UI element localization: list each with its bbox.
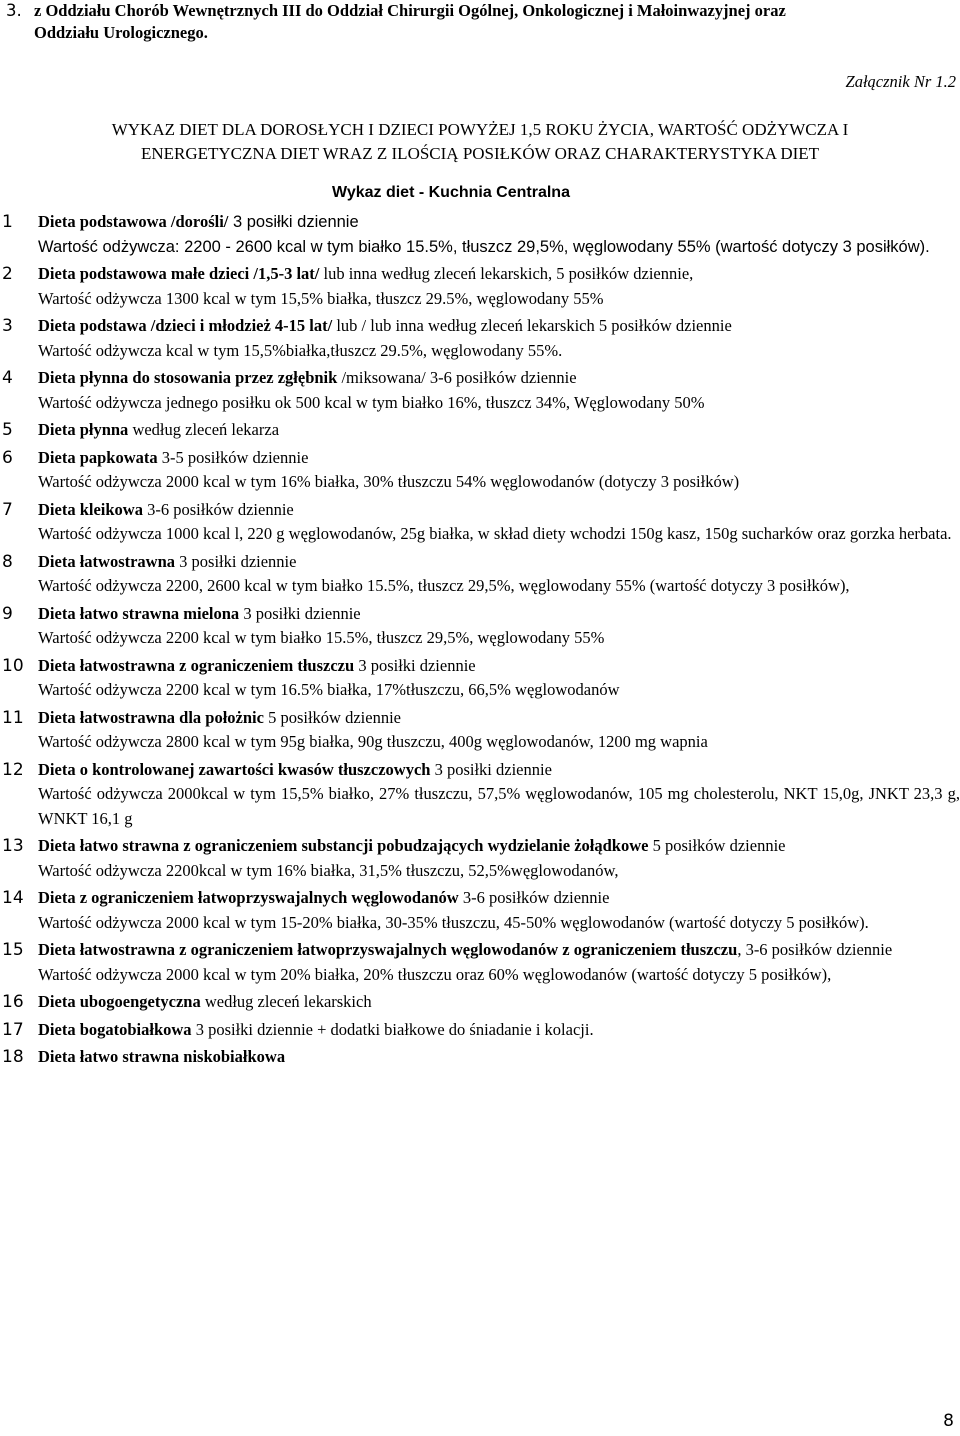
title-line1: WYKAZ DIET DLA DOROSŁYCH I DZIECI POWYŻEJ 1,5 ROKU ŻYCIA, WARTOŚĆ ODŻYWCZA I [111, 120, 849, 139]
diet-nutrition: Wartość odżywcza 2800 kcal w tym 95g białka, 90g tłuszczu, 400g węglowodanów, 1200 mg wapnia [38, 732, 708, 751]
document-title [0, 118, 960, 166]
diet-item [0, 654, 960, 703]
diet-item [0, 938, 960, 987]
diet-nutrition: Wartość odżywcza: 2200 - 2600 kcal w tym białko 15.5%, tłuszcz 29,5%, węglowodany 55% (wartość dotyczy 3 posiłków). [38, 237, 930, 256]
diet-heading [38, 366, 960, 391]
diet-heading [38, 886, 960, 911]
diet-number: 2 [2, 264, 13, 284]
diet-frequency: 3 posiłki dziennie + dodatki białkowe do śniadanie i kolacji. [191, 1019, 594, 1039]
diet-heading [38, 990, 960, 1015]
diet-item [0, 262, 960, 311]
diet-nutrition: Wartość odżywcza 2200kcal w tym 16% białka, 31,5% tłuszczu, 52,5%węglowodanów, [38, 860, 619, 880]
diet-nutrition: Wartość odżywcza 2200, 2600 kcal w tym białko 15.5%, tłuszcz 29,5%, węglowodany 55% (wartość dotyczy 3 posiłków), [38, 576, 850, 595]
diet-number: 8 [2, 551, 13, 572]
diet-name: Dieta łatwo strawna z ograniczeniem substancji pobudzających wydzielanie żołądkowe [38, 836, 649, 855]
diet-number: 13 [2, 836, 24, 856]
diet-name: Dieta podstawowa /dorośli/ [38, 212, 229, 231]
diet-item [0, 886, 960, 935]
diet-item [0, 210, 960, 259]
diet-frequency: 5 posiłków dziennie [263, 707, 401, 727]
diet-number: 7 [2, 499, 13, 520]
diet-heading [38, 418, 960, 443]
diet-heading [38, 498, 960, 523]
diet-frequency: 3-6 posiłków dziennie [458, 888, 610, 907]
subtitle: Wykaz diet - Kuchnia Centralna [332, 184, 570, 201]
diet-frequency: 3-5 posiłków dziennie [157, 447, 309, 467]
diet-name: Dieta o kontrolowanej zawartości kwasów tłuszczowych [38, 759, 431, 779]
diet-number: 5 [2, 420, 13, 440]
diet-nutrition: Wartość odżywcza 2200 kcal w tym 16.5% białka, 17%tłuszczu, 66,5% węglowodanów [38, 680, 620, 699]
diet-item [0, 418, 960, 443]
diet-item [0, 758, 960, 832]
diet-frequency: według zleceń lekarza [128, 420, 280, 439]
diet-name: Dieta łatwostrawna z ograniczeniem łatwoprzyswajalnych węglowodanów z ograniczeniem tłuszczu [38, 940, 738, 959]
diet-nutrition: Wartość odżywcza 1000 kcal l, 220 g węglowodanów, 25g białka, w skład diety wchodzi 150g kasz, 150g sucharków oraz gorzka herbata. [38, 524, 952, 543]
diet-item [0, 366, 960, 415]
diet-frequency: , 3-6 posiłków dziennie [737, 940, 893, 959]
diet-nutrition: Wartość odżywcza 2000 kcal w tym 20% białka, 20% tłuszczu oraz 60% węglowodanów (wartość dotyczy 5 posiłków), [38, 964, 832, 984]
diet-heading [38, 654, 960, 679]
title-line2: ENERGETYCZNA DIET WRAZ Z ILOŚCIĄ POSIŁKÓW ORAZ CHARAKTERYSTYKA DIET [140, 144, 820, 163]
diet-frequency: 3 posiłki dziennie [175, 551, 297, 571]
diet-number: 18 [2, 1047, 24, 1067]
diet-number: 15 [2, 940, 24, 960]
diet-frequency: lub inna według zleceń lekarskich, 5 posiłków dziennie, [319, 264, 694, 283]
diet-frequency: według zleceń lekarskich [200, 992, 372, 1011]
diet-list [0, 210, 960, 1073]
diet-name: Dieta łatwostrawna dla położnic [38, 707, 264, 727]
diet-item [0, 990, 960, 1015]
diet-heading [38, 834, 960, 859]
diet-item [0, 1045, 960, 1070]
diet-heading [38, 602, 960, 627]
diet-heading [38, 314, 960, 339]
diet-nutrition: Wartość odżywcza 2200 kcal w tym białko 15.5%, tłuszcz 29,5%, węglowodany 55% [38, 628, 605, 647]
diet-heading [38, 262, 960, 287]
diet-heading [38, 550, 960, 575]
diet-nutrition: Wartość odżywcza 2000 kcal w tym 16% białka, 30% tłuszczu 54% węglowodanów (dotyczy 3 posiłków) [38, 472, 740, 491]
diet-name: Dieta kleikowa [38, 499, 143, 519]
diet-number: 14 [2, 888, 24, 908]
diet-item [0, 834, 960, 883]
diet-heading [38, 1045, 960, 1070]
header-paragraph [6, 0, 946, 44]
diet-number: 10 [2, 655, 24, 676]
diet-name: Dieta z ograniczeniem łatwoprzyswajalnych węglowodanów [38, 888, 459, 907]
diet-name: Dieta podstawowa małe dzieci /1,5-3 lat/ [38, 264, 320, 283]
diet-number: 6 [2, 447, 13, 468]
diet-number: 1 [2, 212, 13, 232]
diet-frequency: 3 posiłki dziennie [430, 759, 552, 779]
annex-label: Załącznik Nr 1.2 [845, 72, 956, 91]
diet-nutrition: Wartość odżywcza 2000kcal w tym 15,5% białko, 27% tłuszczu, 57,5% węglowodanów, 105 mg cholesterolu, NKT 15,0g, JNKT 23,3 g, WNKT 16,1 g [38, 784, 960, 828]
diet-nutrition: Wartość odżywcza 1300 kcal w tym 15,5% białka, tłuszcz 29.5%, węglowodany 55% [38, 288, 604, 308]
diet-number: 16 [2, 992, 24, 1012]
diet-name: Dieta łatwostrawna z ograniczeniem tłuszczu [38, 655, 355, 675]
diet-heading [38, 446, 960, 471]
header-number: 3. [6, 1, 22, 20]
diet-frequency: 3 posiłki dziennie [354, 655, 476, 675]
diet-item [0, 706, 960, 755]
diet-frequency: 3 posiłki dziennie [228, 213, 359, 231]
diet-name: Dieta płynna do stosowania przez zgłębnik [38, 368, 338, 387]
diet-number: 9 [2, 603, 13, 624]
diet-number: 17 [2, 1019, 24, 1040]
diet-frequency: 5 posiłków dziennie [648, 836, 786, 855]
diet-name: Dieta łatwostrawna [38, 551, 176, 571]
diet-number: 11 [2, 707, 24, 728]
diet-nutrition: Wartość odżywcza 2000 kcal w tym 15-20% białka, 30-35% tłuszczu, 45-50% węglowodanów (wartość dotyczy 5 posiłków). [38, 912, 869, 932]
diet-number: 3 [2, 316, 13, 336]
diet-heading [38, 758, 960, 783]
diet-name: Dieta łatwo strawna mielona [38, 603, 240, 623]
diet-frequency: 3 posiłki dziennie [239, 603, 361, 623]
diet-name: Dieta podstawa /dzieci i młodzież 4-15 lat/ [38, 316, 333, 335]
diet-number: 12 [2, 759, 24, 780]
header-line1: z Oddziału Chorób Wewnętrznych III do Oddział Chirurgii Ogólnej, Onkologicznej i Małoinwazyjnej oraz [34, 1, 786, 20]
diet-heading [38, 938, 960, 963]
diet-frequency: 3-6 posiłków dziennie [142, 499, 294, 519]
diet-frequency: /miksowana/ 3-6 posiłków dziennie [337, 368, 577, 387]
diet-name: Dieta łatwo strawna niskobiałkowa [38, 1047, 286, 1066]
header-line2: Oddziału Urologicznego. [34, 23, 208, 42]
diet-name: Dieta ubogoengetyczna [38, 992, 201, 1011]
diet-nutrition: Wartość odżywcza jednego posiłku ok 500 kcal w tym białko 16%, tłuszcz 34%, Węglowodany 50% [38, 392, 705, 412]
diet-item [0, 498, 960, 547]
diet-item [0, 314, 960, 363]
diet-item [0, 446, 960, 495]
diet-heading [38, 706, 960, 731]
diet-item [0, 550, 960, 599]
diet-heading [38, 210, 960, 235]
diet-number: 4 [2, 368, 13, 388]
diet-item [0, 602, 960, 651]
diet-frequency: lub / lub inna według zleceń lekarskich 5 posiłków dziennie [332, 316, 732, 335]
diet-name: Dieta płynna [38, 420, 129, 439]
diet-name: Dieta papkowata [38, 447, 158, 467]
diet-name: Dieta bogatobiałkowa [38, 1019, 192, 1039]
diet-heading [38, 1018, 960, 1043]
page-number: 8 [943, 1411, 954, 1431]
diet-nutrition: Wartość odżywcza kcal w tym 15,5%białka,tłuszcz 29.5%, węglowodany 55%. [38, 340, 563, 360]
diet-item [0, 1018, 960, 1043]
